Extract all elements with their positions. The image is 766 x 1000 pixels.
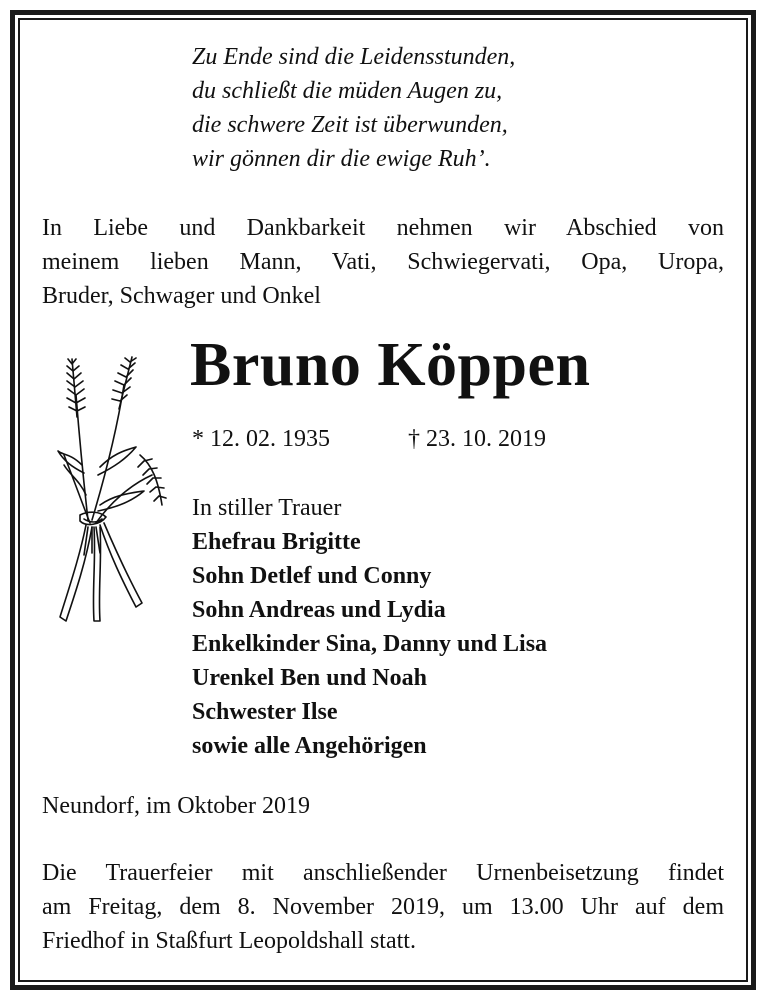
- service-info: [42, 856, 724, 958]
- mourner-name: Schwester Ilse: [192, 699, 338, 725]
- place-and-date: Neundorf, im Oktober 2019: [42, 793, 310, 819]
- intro-line: meinem lieben Mann, Vati, Schwiegervati, Opa, Uropa,: [42, 249, 724, 275]
- mourners-list: [192, 491, 547, 763]
- service-line: Die Trauerfeier mit anschließender Urnenbeisetzung findet: [42, 860, 724, 886]
- mourner-name: Enkelkinder Sina, Danny und Lisa: [192, 631, 548, 657]
- intro-text: [42, 211, 724, 313]
- mourner-name: Urenkel Ben und Noah: [192, 665, 427, 691]
- deceased-name: Bruno Köppen: [190, 331, 591, 399]
- birth-date: * 12. 02. 1935: [192, 426, 330, 452]
- mourners-heading: In stiller Trauer: [192, 495, 342, 521]
- mourner-name: sowie alle Angehörigen: [192, 733, 427, 759]
- intro-line: In Liebe und Dankbarkeit nehmen wir Abschied von: [42, 215, 724, 241]
- poem-line: du schließt die müden Augen zu,: [192, 78, 503, 104]
- mourner-name: Ehefrau Brigitte: [192, 529, 361, 555]
- poem-line: wir gönnen dir die ewige Ruh’.: [192, 146, 491, 172]
- death-date: † 23. 10. 2019: [408, 426, 546, 452]
- poem-line: Zu Ende sind die Leidensstunden,: [192, 44, 516, 70]
- service-line: Friedhof in Staßfurt Leopoldshall statt.: [42, 928, 416, 954]
- intro-line: Bruder, Schwager und Onkel: [42, 283, 321, 309]
- mourner-name: Sohn Andreas und Lydia: [192, 597, 446, 623]
- poem: [192, 40, 652, 176]
- service-line: am Freitag, dem 8. November 2019, um 13.00 Uhr auf dem: [42, 894, 724, 920]
- wheat-sheaf-icon: [40, 355, 180, 635]
- mourner-name: Sohn Detlef und Conny: [192, 563, 432, 589]
- poem-line: die schwere Zeit ist überwunden,: [192, 112, 508, 138]
